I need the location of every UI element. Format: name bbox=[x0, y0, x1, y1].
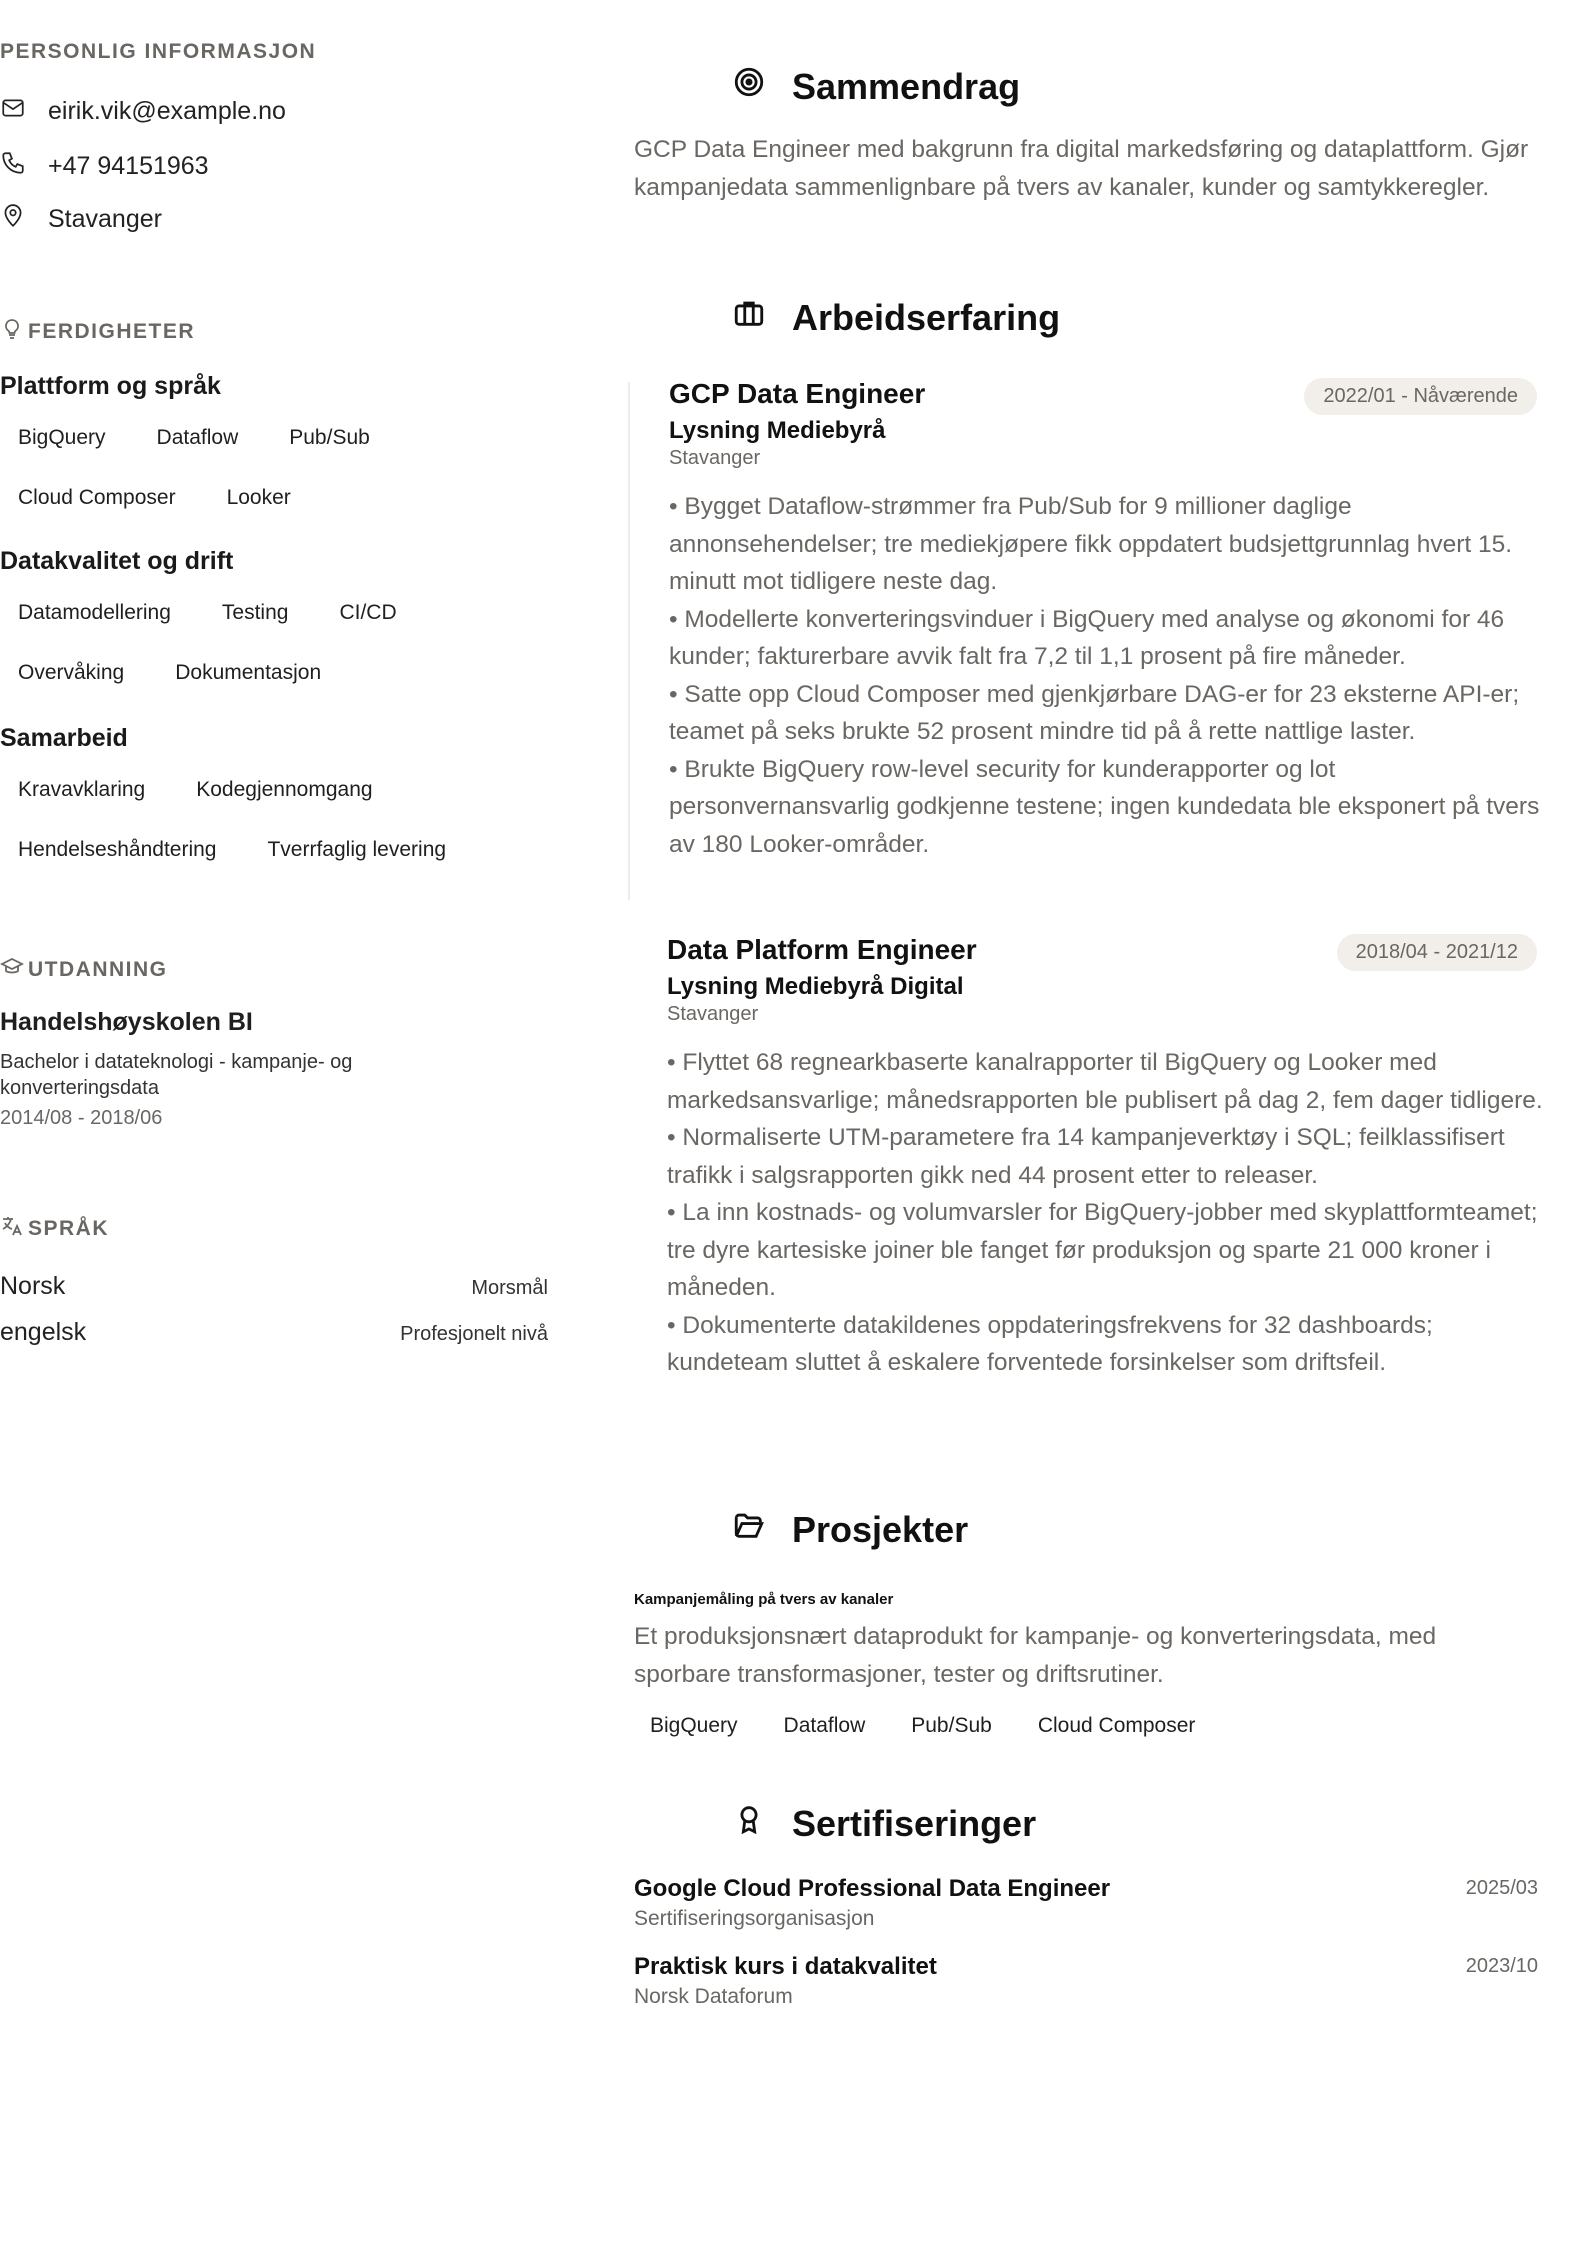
map-pin-icon bbox=[0, 203, 26, 236]
job-bullets bbox=[669, 488, 1549, 863]
certification-name: Praktisk kurs i datakvalitet bbox=[634, 1953, 937, 1980]
skill-chip: Kodegjennomgang bbox=[196, 778, 373, 801]
job-dates-badge: 2022/01 - Nåværende bbox=[1304, 378, 1537, 415]
job-company: Lysning Mediebyrå Digital bbox=[667, 973, 964, 1000]
education-heading: UTDANNING bbox=[0, 955, 168, 985]
skill-chip: Pub/Sub bbox=[289, 426, 370, 449]
skill-chip: Dataflow bbox=[156, 426, 239, 449]
language-level: Morsmål bbox=[471, 1277, 548, 1299]
timeline-line bbox=[628, 382, 630, 900]
job-location: Stavanger bbox=[669, 447, 761, 469]
skill-chip: Kravavklaring bbox=[18, 778, 146, 801]
skill-chip: Datamodellering bbox=[18, 601, 171, 624]
job-bullet: • Brukte BigQuery row-level security for kunderapporter og lot personvernansvarlig godkjenne testene; ingen kundedata ble eksponert på tvers av 180 Looker-områder. bbox=[669, 755, 1540, 858]
skill-chip: Tverrfaglig levering bbox=[267, 838, 447, 861]
job-entry bbox=[667, 934, 1543, 1382]
phone-text[interactable]: +47 94151963 bbox=[48, 152, 209, 180]
language-level: Profesjonelt nivå bbox=[400, 1323, 548, 1345]
certification-issuer: Sertifiseringsorganisasjon bbox=[634, 1907, 875, 1930]
job-bullets bbox=[667, 1044, 1547, 1382]
graduation-cap-icon bbox=[0, 955, 24, 985]
target-icon bbox=[732, 65, 766, 108]
project-chip: Dataflow bbox=[783, 1714, 866, 1737]
project-description: Et produksjonsnært dataprodukt for kampanje- og konverteringsdata, med sporbare transformasjoner, tester og driftsrutiner. bbox=[634, 1623, 1437, 1688]
job-company: Lysning Mediebyrå bbox=[669, 417, 886, 444]
skill-chip: Dokumentasjon bbox=[175, 661, 322, 684]
skill-chips-row2 bbox=[0, 484, 538, 512]
personal-info-heading: PERSONLIG INFORMASJON bbox=[0, 40, 317, 63]
experience-heading: Arbeidserfaring bbox=[732, 296, 1060, 339]
job-bullet: • Modellerte konverteringsvinduer i BigQuery med analyse og økonomi for 46 kunder; fakturerbare avvik falt fra 7,2 til 1,1 prosent på fire måneder. bbox=[669, 605, 1505, 670]
job-bullet: • Dokumenterte datakildenes oppdateringsfrekvens for 32 dashboards; kundeteam sluttet å eskalere forventede forsinkelser som driftsfeil. bbox=[667, 1311, 1433, 1376]
skill-chip: Cloud Composer bbox=[18, 486, 176, 509]
job-bullet: • Flyttet 68 regnearkbaserte kanalrapporter til BigQuery og Looker med markedsansvarlige; månedsrapporten ble publisert på dag 2, fem dager tidligere. bbox=[667, 1049, 1543, 1114]
job-location: Stavanger bbox=[667, 1003, 759, 1025]
skill-chips-row2 bbox=[0, 659, 538, 687]
certification-issuer: Norsk Dataforum bbox=[634, 1985, 793, 2008]
skill-chips bbox=[0, 599, 538, 627]
translate-icon bbox=[0, 1214, 24, 1244]
certifications-heading: Sertifiseringer bbox=[732, 1802, 1036, 1845]
skill-chip: Testing bbox=[221, 601, 289, 624]
certification-item bbox=[634, 1953, 1538, 2009]
contact-location bbox=[0, 203, 162, 236]
briefcase-icon bbox=[732, 296, 766, 339]
languages-heading: SPRÅK bbox=[0, 1214, 109, 1244]
certification-name: Google Cloud Professional Data Engineer bbox=[634, 1875, 1111, 1902]
location-text: Stavanger bbox=[48, 205, 162, 233]
education-degree: Bachelor i datateknologi - kampanje- og konverteringsdata bbox=[0, 1051, 353, 1099]
contact-email[interactable] bbox=[0, 95, 286, 128]
education-dates: 2014/08 - 2018/06 bbox=[0, 1107, 163, 1129]
folder-open-icon bbox=[732, 1508, 766, 1551]
skill-group-title: Datakvalitet og drift bbox=[0, 547, 234, 575]
lightbulb-icon bbox=[0, 317, 24, 347]
contact-phone[interactable] bbox=[0, 150, 209, 183]
job-bullet: • Normaliserte UTM-parametere fra 14 kampanjeverktøy i SQL; feilklassifisert trafikk i salgsrapporten gikk ned 44 prosent etter to releaser. bbox=[667, 1124, 1505, 1189]
skill-group-title: Plattform og språk bbox=[0, 372, 221, 400]
email-text[interactable]: eirik.vik@example.no bbox=[48, 97, 286, 125]
job-title: GCP Data Engineer bbox=[669, 378, 926, 409]
skill-chip: BigQuery bbox=[18, 426, 106, 449]
skill-chip: Overvåking bbox=[18, 661, 125, 684]
language-row bbox=[0, 1318, 548, 1347]
project-chip: Pub/Sub bbox=[911, 1714, 992, 1737]
skill-chips bbox=[0, 424, 538, 452]
language-name: Norsk bbox=[0, 1272, 66, 1300]
certification-date: 2023/10 bbox=[1465, 1955, 1538, 1977]
job-entry bbox=[669, 378, 1540, 863]
skill-chip: Hendelseshåndtering bbox=[18, 838, 217, 861]
job-bullet: • La inn kostnads- og volumvarsler for BigQuery-jobber med skyplattformteamet; tre dyre kartesiske joiner ble fanget før produksjon og sparte 21 000 kroner i måneden. bbox=[667, 1199, 1538, 1301]
summary-heading: Sammendrag bbox=[732, 65, 1020, 108]
phone-icon bbox=[0, 150, 26, 183]
skills-heading: FERDIGHETER bbox=[0, 317, 195, 347]
language-name: engelsk bbox=[0, 1318, 87, 1346]
projects-heading: Prosjekter bbox=[732, 1508, 968, 1551]
project-chip: BigQuery bbox=[650, 1714, 738, 1737]
project-title: Kampanjemåling på tvers av kanaler bbox=[634, 1591, 894, 1608]
skill-chip: Looker bbox=[226, 486, 291, 509]
job-bullet: • Satte opp Cloud Composer med gjenkjørbare DAG-er for 23 eksterne API-er; teamet på seks brukte 52 prosent mindre tid på å rette nattlige laster. bbox=[669, 680, 1520, 745]
skill-group-title: Samarbeid bbox=[0, 724, 128, 752]
certification-date: 2025/03 bbox=[1465, 1877, 1538, 1899]
skill-chips bbox=[0, 776, 538, 804]
job-bullet: • Bygget Dataflow-strømmer fra Pub/Sub for 9 millioner daglige annonsehendelser; tre mediekjøpere fikk oppdatert budsjettgrunnlag hvert 15. minutt mot tidligere neste dag. bbox=[669, 493, 1513, 595]
education-school: Handelshøyskolen BI bbox=[0, 1008, 253, 1036]
skill-chip: CI/CD bbox=[339, 601, 397, 624]
skill-chips-row2 bbox=[0, 836, 538, 864]
project-chip: Cloud Composer bbox=[1037, 1714, 1196, 1737]
certification-item bbox=[634, 1875, 1538, 1931]
mail-icon bbox=[0, 95, 26, 128]
language-row bbox=[0, 1272, 548, 1301]
job-dates-badge: 2018/04 - 2021/12 bbox=[1337, 934, 1537, 971]
award-icon bbox=[732, 1802, 766, 1845]
summary-text: GCP Data Engineer med bakgrunn fra digital markedsføring og dataplattform. Gjør kampanjedata sammenlignbare på tvers av kanaler, kunder og samtykkeregler. bbox=[634, 136, 1529, 201]
project-tech-chips bbox=[634, 1714, 1195, 1738]
job-title: Data Platform Engineer bbox=[667, 934, 977, 965]
